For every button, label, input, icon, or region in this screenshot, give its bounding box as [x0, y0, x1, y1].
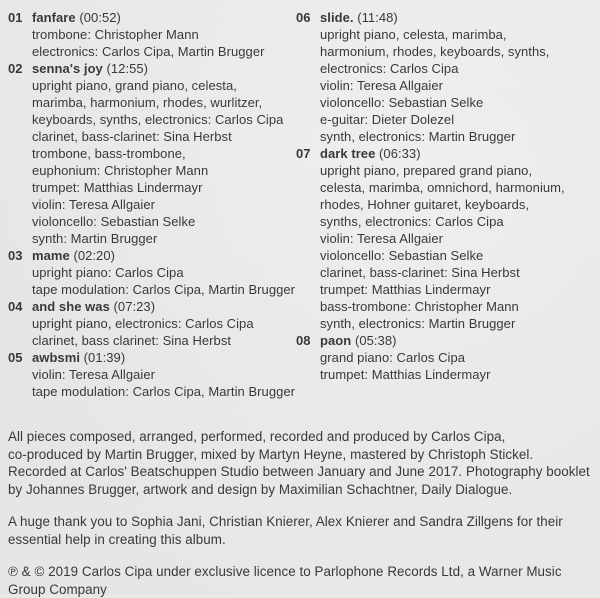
- track-number: 06: [296, 9, 320, 145]
- text-line: ℗ & © 2019 Carlos Cipa under exclusive licence to Parlophone Records Ltd, a Warner Music: [8, 563, 596, 581]
- track-credit-line: celesta, marimba, omnichord, harmonium,: [320, 179, 592, 196]
- track-duration: (12:55): [107, 61, 149, 76]
- copyright-paragraph: [8, 563, 596, 598]
- track-duration: (00:52): [79, 10, 121, 25]
- track-details: [32, 60, 296, 247]
- track-number: 08: [296, 332, 320, 383]
- track-credit-line: violoncello: Sebastian Selke: [32, 213, 296, 230]
- track-credit-line: violin: Teresa Allgaier: [32, 196, 296, 213]
- track-title: slide.: [320, 10, 354, 25]
- track-credit-line: upright piano, prepared grand piano,: [320, 162, 592, 179]
- production-credits-paragraph: [8, 428, 596, 498]
- track-title-line: [320, 145, 592, 162]
- track-title: fanfare: [32, 10, 76, 25]
- track-credit-line: clarinet, bass-clarinet: Sina Herbst: [32, 128, 296, 145]
- track-credit-line: keyboards, synths, electronics: Carlos Cipa: [32, 111, 296, 128]
- track-item-06: [296, 9, 592, 145]
- track-credit-line: trombone, bass-trombone,: [32, 145, 296, 162]
- track-credit-line: grand piano: Carlos Cipa: [320, 349, 592, 366]
- track-credit-line: marimba, harmonium, rhodes, wurlitzer,: [32, 94, 296, 111]
- track-item-04: [8, 298, 296, 349]
- track-title-line: [32, 9, 296, 26]
- track-item-05: [8, 349, 296, 400]
- track-details: [320, 145, 592, 332]
- track-credit-line: electronics: Carlos Cipa, Martin Brugger: [32, 43, 296, 60]
- track-duration: (05:38): [355, 333, 397, 348]
- track-credit-line: bass-trombone: Christopher Mann: [320, 298, 592, 315]
- track-credit-line: violin: Teresa Allgaier: [320, 77, 592, 94]
- track-duration: (06:33): [379, 146, 421, 161]
- track-details: [320, 9, 592, 145]
- track-title-line: [320, 9, 592, 26]
- track-details: [32, 349, 296, 400]
- track-number: 04: [8, 298, 32, 349]
- tracklist-column-right: [296, 9, 592, 400]
- tracklist-column-left: [8, 9, 296, 400]
- track-title: dark tree: [320, 146, 375, 161]
- track-title-line: [32, 298, 296, 315]
- track-item-03: [8, 247, 296, 298]
- track-credit-line: euphonium: Christopher Mann: [32, 162, 296, 179]
- track-credit-line: clarinet, bass clarinet: Sina Herbst: [32, 332, 296, 349]
- track-credit-line: rhodes, Hohner guitaret, keyboards,: [320, 196, 592, 213]
- track-credit-line: trumpet: Matthias Lindermayr: [320, 366, 592, 383]
- track-details: [32, 9, 296, 60]
- track-credit-line: synth: Martin Brugger: [32, 230, 296, 247]
- track-title-line: [320, 332, 592, 349]
- text-line: by Johannes Brugger, artwork and design by Maximilian Schachtner, Daily Dialogue.: [8, 481, 596, 499]
- track-duration: (07:23): [114, 299, 156, 314]
- track-credit-line: violoncello: Sebastian Selke: [320, 247, 592, 264]
- track-number: 02: [8, 60, 32, 247]
- track-item-08: [296, 332, 592, 383]
- track-credit-line: synths, electronics: Carlos Cipa: [320, 213, 592, 230]
- track-details: [32, 298, 296, 349]
- track-credit-line: synth, electronics: Martin Brugger: [320, 315, 592, 332]
- track-title-line: [32, 349, 296, 366]
- track-title: senna's joy: [32, 61, 103, 76]
- text-line: Recorded at Carlos' Beatschuppen Studio between January and June 2017. Photography booklet: [8, 463, 596, 481]
- track-credit-line: upright piano: Carlos Cipa: [32, 264, 296, 281]
- track-item-01: [8, 9, 296, 60]
- text-line: essential help in creating this album.: [8, 531, 596, 549]
- track-details: [320, 332, 592, 383]
- track-credit-line: electronics: Carlos Cipa: [320, 60, 592, 77]
- credits-footer: [8, 428, 596, 598]
- track-title: mame: [32, 248, 70, 263]
- thank-you-paragraph: [8, 513, 596, 548]
- track-item-07: [296, 145, 592, 332]
- track-credit-line: clarinet, bass-clarinet: Sina Herbst: [320, 264, 592, 281]
- track-credit-line: tape modulation: Carlos Cipa, Martin Brugger: [32, 281, 296, 298]
- text-line: All pieces composed, arranged, performed, recorded and produced by Carlos Cipa,: [8, 428, 596, 446]
- track-credit-line: synth, electronics: Martin Brugger: [320, 128, 592, 145]
- track-credit-line: violin: Teresa Allgaier: [32, 366, 296, 383]
- track-number: 01: [8, 9, 32, 60]
- tracklist: [8, 9, 592, 400]
- track-credit-line: violoncello: Sebastian Selke: [320, 94, 592, 111]
- track-duration: (01:39): [84, 350, 126, 365]
- track-title-line: [32, 247, 296, 264]
- track-duration: (02:20): [73, 248, 115, 263]
- track-credit-line: harmonium, rhodes, keyboards, synths,: [320, 43, 592, 60]
- track-number: 05: [8, 349, 32, 400]
- track-title: awbsmi: [32, 350, 80, 365]
- track-number: 07: [296, 145, 320, 332]
- text-line: Group Company: [8, 581, 596, 598]
- track-credit-line: trombone: Christopher Mann: [32, 26, 296, 43]
- text-line: co-produced by Martin Brugger, mixed by Martyn Heyne, mastered by Christoph Stickel.: [8, 446, 596, 464]
- track-details: [32, 247, 296, 298]
- track-duration: (11:48): [357, 10, 398, 25]
- text-line: A huge thank you to Sophia Jani, Christian Knierer, Alex Knierer and Sandra Zillgens for their: [8, 513, 596, 531]
- track-number: 03: [8, 247, 32, 298]
- track-credit-line: trumpet: Matthias Lindermayr: [320, 281, 592, 298]
- track-credit-line: upright piano, grand piano, celesta,: [32, 77, 296, 94]
- track-credit-line: tape modulation: Carlos Cipa, Martin Brugger: [32, 383, 296, 400]
- track-title: paon: [320, 333, 351, 348]
- track-item-02: [8, 60, 296, 247]
- track-title-line: [32, 60, 296, 77]
- track-title: and she was: [32, 299, 110, 314]
- track-credit-line: upright piano, celesta, marimba,: [320, 26, 592, 43]
- track-credit-line: trumpet: Matthias Lindermayr: [32, 179, 296, 196]
- track-credit-line: violin: Teresa Allgaier: [320, 230, 592, 247]
- track-credit-line: e-guitar: Dieter Dolezel: [320, 111, 592, 128]
- track-credit-line: upright piano, electronics: Carlos Cipa: [32, 315, 296, 332]
